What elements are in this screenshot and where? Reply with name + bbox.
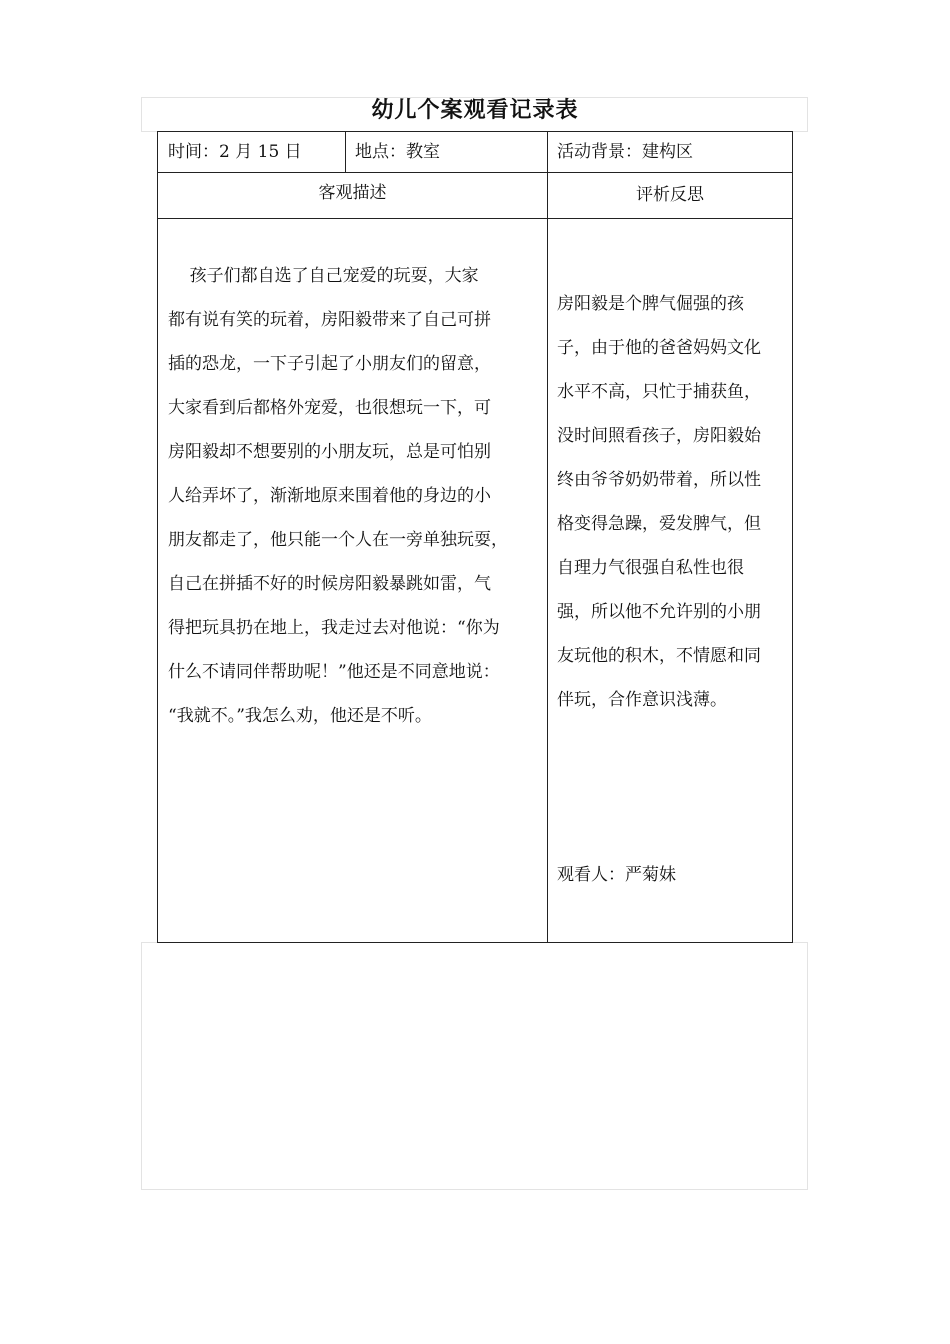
description-line: 插的恐龙，一下子引起了小朋友们的留意， [168, 354, 491, 374]
reflection-line: 强，所以他不允许别的小朋 [557, 602, 761, 622]
description-line: 得把玩具扔在地上，我走过去对他说：“你为 [168, 618, 500, 638]
description-line: 什么不请同伴帮助呢！”他还是不同意地说： [168, 662, 500, 682]
reflection-line: 格变得急躁，爱发脾气，但 [557, 514, 761, 534]
reflection-line: 房阳毅是个脾气倔强的孩 [557, 294, 744, 314]
reflection-line: 伴玩，合作意识浅薄。 [557, 690, 727, 710]
observer-signature: 观看人：严菊妹 [557, 865, 676, 885]
time-cell: 时间：2 月 15 日 [168, 142, 302, 162]
description-header: 客观描述 [318, 183, 387, 203]
time-place-divider [345, 132, 346, 172]
reflection-line: 友玩他的积木，不情愿和同 [557, 646, 761, 666]
reflection-line: 水平不高，只忙于捕获鱼， [557, 382, 761, 402]
reflection-line: 终由爷爷奶奶带着，所以性 [557, 470, 761, 490]
description-line: “我就不。”我怎么劝，他还是不听。 [168, 706, 432, 726]
page-frame-bottom [141, 942, 808, 1190]
reflection-line: 子，由于他的爸爸妈妈文化 [557, 338, 761, 358]
column-header-divider [158, 218, 792, 219]
description-line: 自己在拼插不好的时候房阳毅暴跳如雷，气 [168, 574, 491, 594]
place-cell: 地点：教室 [355, 142, 440, 162]
description-line: 人给弄坏了，渐渐地原来围着他的身边的小 [168, 486, 491, 506]
description-line: 房阳毅却不想要别的小朋友玩，总是可怕别 [168, 442, 491, 462]
reflection-header: 评析反思 [636, 185, 704, 205]
description-line: 孩子们都自选了自己宠爱的玩耍，大家 [168, 266, 479, 286]
description-line: 朋友都走了，他只能一个人在一旁单独玩耍， [168, 530, 508, 550]
record-table [157, 131, 793, 943]
reflection-line: 没时间照看孩子，房阳毅始 [557, 426, 761, 446]
document-title: 幼儿个案观看记录表 [371, 98, 579, 123]
description-line: 大家看到后都格外宠爱，也很想玩一下，可 [168, 398, 491, 418]
main-column-divider [547, 132, 548, 942]
description-line: 都有说有笑的玩着，房阳毅带来了自己可拼 [168, 310, 491, 330]
activity-background-cell: 活动背景：建构区 [557, 142, 693, 162]
reflection-line: 自理力气很强自私性也很 [557, 558, 744, 578]
header-row-divider [158, 172, 792, 173]
